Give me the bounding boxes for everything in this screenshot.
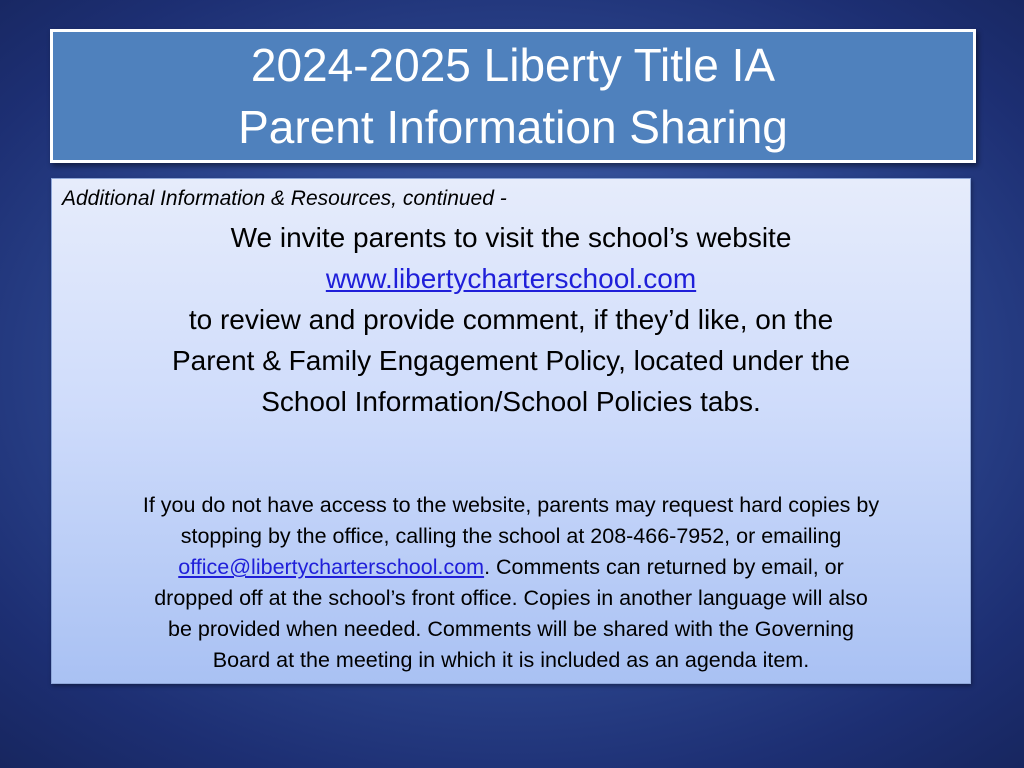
access-line-6: Board at the meeting in which it is included as an agenda item. [212,648,810,672]
invite-paragraph [62,217,960,422]
access-paragraph [62,490,960,676]
access-line-3 [62,552,960,583]
access-line-2: stopping by the office, calling the school at 208-466-7952, or emailing [180,524,842,548]
slide-title-line-1: 2024-2025 Liberty Title IA [250,39,776,91]
invite-line-4: Parent & Family Engagement Policy, located under the [171,345,851,376]
invite-line-3: to review and provide comment, if they’d like, on the [188,304,834,335]
invite-line-1: We invite parents to visit the school’s website [230,222,792,253]
invite-line-2 [62,258,960,299]
slide-title-box [50,29,976,163]
content-box [51,178,971,684]
website-link[interactable]: www.libertycharterschool.com [325,263,697,294]
access-line-4: dropped off at the school’s front office. Copies in another language will also [154,586,868,610]
access-line-5: be provided when needed. Comments will be shared with the Governing [167,617,854,641]
slide-title-line-2: Parent Information Sharing [238,101,788,153]
content-subheading: Additional Information & Resources, continued - [62,187,507,210]
invite-line-5: School Information/School Policies tabs. [261,386,761,417]
access-line-1: If you do not have access to the website, parents may request hard copies by [142,493,880,517]
access-line-3-rest: . Comments can returned by email, or [484,555,844,579]
office-email-link[interactable]: office@libertycharterschool.com [178,555,485,579]
